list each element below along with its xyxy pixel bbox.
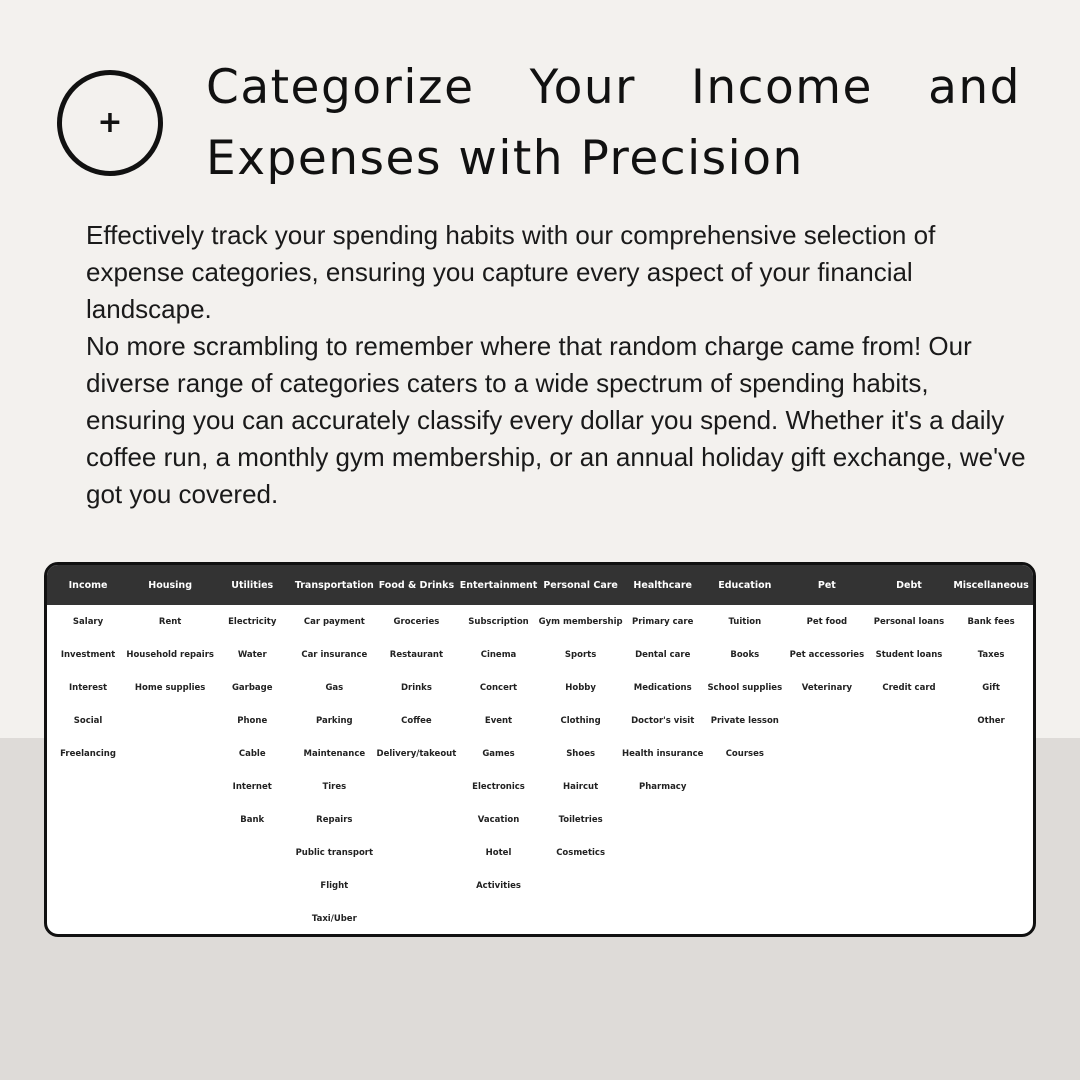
page-title-word: Your — [529, 60, 636, 115]
category-header: Food & Drinks — [378, 579, 455, 591]
category-item: Private lesson — [710, 715, 779, 726]
category-item: Public transport — [295, 847, 374, 858]
categories-table — [44, 562, 1036, 937]
category-item: Freelancing — [60, 748, 116, 759]
category-item: Rent — [158, 616, 182, 627]
category-item: Taxes — [977, 649, 1005, 660]
category-item: Books — [730, 649, 760, 660]
category-item: Delivery/takeout — [376, 748, 457, 759]
category-item: Clothing — [560, 715, 601, 726]
category-column — [126, 605, 214, 935]
category-item: Car payment — [303, 616, 365, 627]
category-header: Pet — [817, 579, 836, 591]
category-header: Housing — [148, 579, 192, 591]
category-item: Investment — [60, 649, 116, 660]
category-item: Tuition — [728, 616, 762, 627]
plus-icon: + — [97, 105, 123, 140]
category-header: Transportation — [294, 579, 374, 591]
category-item: Cosmetics — [556, 847, 606, 858]
category-item: Flight — [320, 880, 349, 891]
category-item: Car insurance — [301, 649, 368, 660]
category-item: Salary — [72, 616, 104, 627]
category-item: Pet food — [806, 616, 848, 627]
category-item: Coffee — [401, 715, 432, 726]
category-item: Drinks — [400, 682, 432, 693]
category-item: Water — [237, 649, 267, 660]
category-item: Activities — [476, 880, 521, 891]
category-column — [704, 605, 786, 935]
category-column — [211, 605, 293, 935]
category-item: Hotel — [485, 847, 512, 858]
category-item: Electricity — [228, 616, 277, 627]
category-item: Gift — [982, 682, 1000, 693]
category-item: Toiletries — [558, 814, 603, 825]
page-title-word: Categorize — [206, 60, 475, 115]
category-item: Phone — [237, 715, 268, 726]
category-item: Social — [73, 715, 103, 726]
category-item: Veterinary — [801, 682, 853, 693]
category-column — [950, 605, 1032, 935]
category-header: Healthcare — [633, 579, 692, 591]
category-item: Event — [484, 715, 513, 726]
category-item: Doctor's visit — [631, 715, 695, 726]
category-item: Bank — [240, 814, 265, 825]
category-column — [47, 605, 129, 935]
category-item: Pharmacy — [639, 781, 687, 792]
category-column — [786, 605, 868, 935]
page-title — [206, 52, 1021, 194]
categories-body — [47, 605, 1033, 935]
category-item: Taxi/Uber — [311, 913, 357, 924]
category-item: Electronics — [472, 781, 525, 792]
page-title-word: Income — [691, 60, 873, 115]
category-item: Courses — [725, 748, 764, 759]
category-header: Miscellaneous — [953, 579, 1029, 591]
category-column — [540, 605, 622, 935]
category-item: Internet — [232, 781, 272, 792]
category-item: Pet accessories — [789, 649, 865, 660]
category-item: Hobby — [565, 682, 596, 693]
category-item: Interest — [68, 682, 108, 693]
description-paragraph-2: No more scrambling to remember where that random charge came from! Our diverse range of categories caters to a wide spectrum of spending habits, ensuring you can accurately classify every dollar you spend. Whether it's a daily coffee run, a monthly gym membership, or an annual holiday gift exchange, we've got you covered. — [86, 331, 1026, 509]
category-column — [375, 605, 457, 935]
category-item: Gym membership — [538, 616, 623, 627]
category-item: Haircut — [563, 781, 599, 792]
category-item: Shoes — [566, 748, 596, 759]
category-item: Parking — [316, 715, 353, 726]
category-item: Restaurant — [389, 649, 444, 660]
categories-header-row — [47, 565, 1033, 605]
description — [86, 217, 1026, 513]
category-column — [622, 605, 704, 935]
plus-circle-icon — [57, 70, 163, 176]
category-item: Health insurance — [621, 748, 704, 759]
category-column — [457, 605, 539, 935]
category-item: Other — [977, 715, 1005, 726]
description-paragraph-1: Effectively track your spending habits with our comprehensive selection of expense categories, ensuring you capture every aspect of your financial landscape. — [86, 220, 936, 324]
category-item: Primary care — [632, 616, 694, 627]
category-item: Personal loans — [873, 616, 945, 627]
page-title-line-2: Expenses with Precision — [206, 131, 804, 186]
category-item: Home supplies — [134, 682, 206, 693]
category-item: Sports — [564, 649, 597, 660]
category-header: Debt — [896, 579, 922, 591]
category-item: School supplies — [707, 682, 783, 693]
category-item: Dental care — [635, 649, 691, 660]
category-item: Vacation — [477, 814, 520, 825]
category-item: Tires — [322, 781, 347, 792]
category-item: Garbage — [231, 682, 273, 693]
category-item: Medications — [633, 682, 692, 693]
category-header: Income — [68, 579, 108, 591]
category-header: Utilities — [231, 579, 274, 591]
category-item: Maintenance — [303, 748, 366, 759]
page-title-line-1 — [206, 52, 1021, 123]
category-column — [293, 605, 375, 935]
category-item: Student loans — [875, 649, 943, 660]
category-item: Concert — [479, 682, 518, 693]
category-item: Repairs — [316, 814, 353, 825]
category-header: Entertainment — [459, 579, 538, 591]
category-item: Credit card — [882, 682, 936, 693]
category-item: Cinema — [480, 649, 517, 660]
page-title-word: and — [928, 60, 1021, 115]
category-item: Groceries — [393, 616, 440, 627]
category-item: Bank fees — [967, 616, 1015, 627]
category-header: Education — [718, 579, 772, 591]
category-item: Games — [482, 748, 515, 759]
category-item: Gas — [325, 682, 344, 693]
category-header: Personal Care — [543, 579, 618, 591]
category-column — [868, 605, 950, 935]
category-item: Cable — [238, 748, 266, 759]
category-item: Household repairs — [126, 649, 214, 660]
category-item: Subscription — [468, 616, 529, 627]
